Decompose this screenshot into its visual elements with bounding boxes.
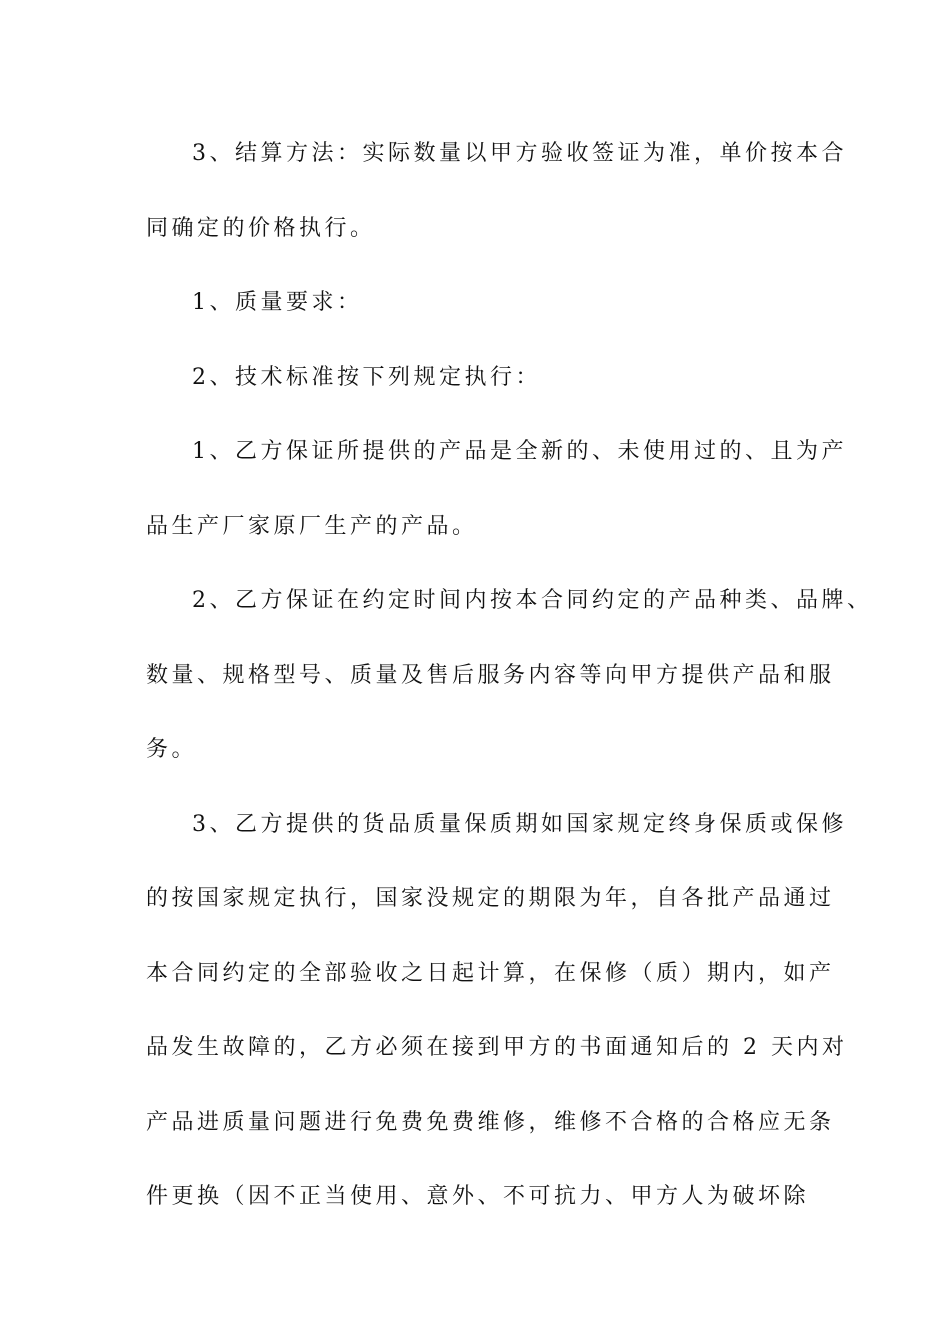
paragraph-line: 1、质量要求： <box>192 290 363 315</box>
paragraph-line: 2、乙方保证在约定时间内按本合同约定的产品种类、品牌、 <box>192 588 873 613</box>
paragraph-line: 2、技术标准按下列规定执行： <box>192 364 541 390</box>
paragraph-line: 同确定的价格执行。 <box>146 215 376 241</box>
paragraph-line: 品生产厂家原厂生产的产品。 <box>146 513 478 539</box>
paragraph-line: 3、结算方法：实际数量以甲方验收签证为准，单价按本合 <box>192 141 847 166</box>
paragraph-line: 数量、规格型号、质量及售后服务内容等向甲方提供产品和服 <box>146 662 835 688</box>
paragraph-line: 品发生故障的，乙方必须在接到甲方的书面通知后的 2 天内对 <box>146 1035 848 1060</box>
paragraph-line: 1、乙方保证所提供的产品是全新的、未使用过的、且为产 <box>192 439 847 464</box>
paragraph-line: 产品进质量问题进行免费免费维修，维修不合格的合格应无条 <box>146 1109 835 1135</box>
paragraph-line: 的按国家规定执行，国家没规定的期限为年，自各批产品通过 <box>146 886 835 911</box>
paragraph-line: 务。 <box>146 737 198 762</box>
document-body <box>146 135 873 1253</box>
paragraph-line: 件更换（因不正当使用、意外、不可抗力、甲方人为破坏除 <box>146 1184 810 1209</box>
paragraph-line: 本合同约定的全部验收之日起计算，在保修（质）期内，如产 <box>146 960 835 986</box>
paragraph-line: 3、乙方提供的货品质量保质期如国家规定终身保质或保修 <box>192 811 847 837</box>
